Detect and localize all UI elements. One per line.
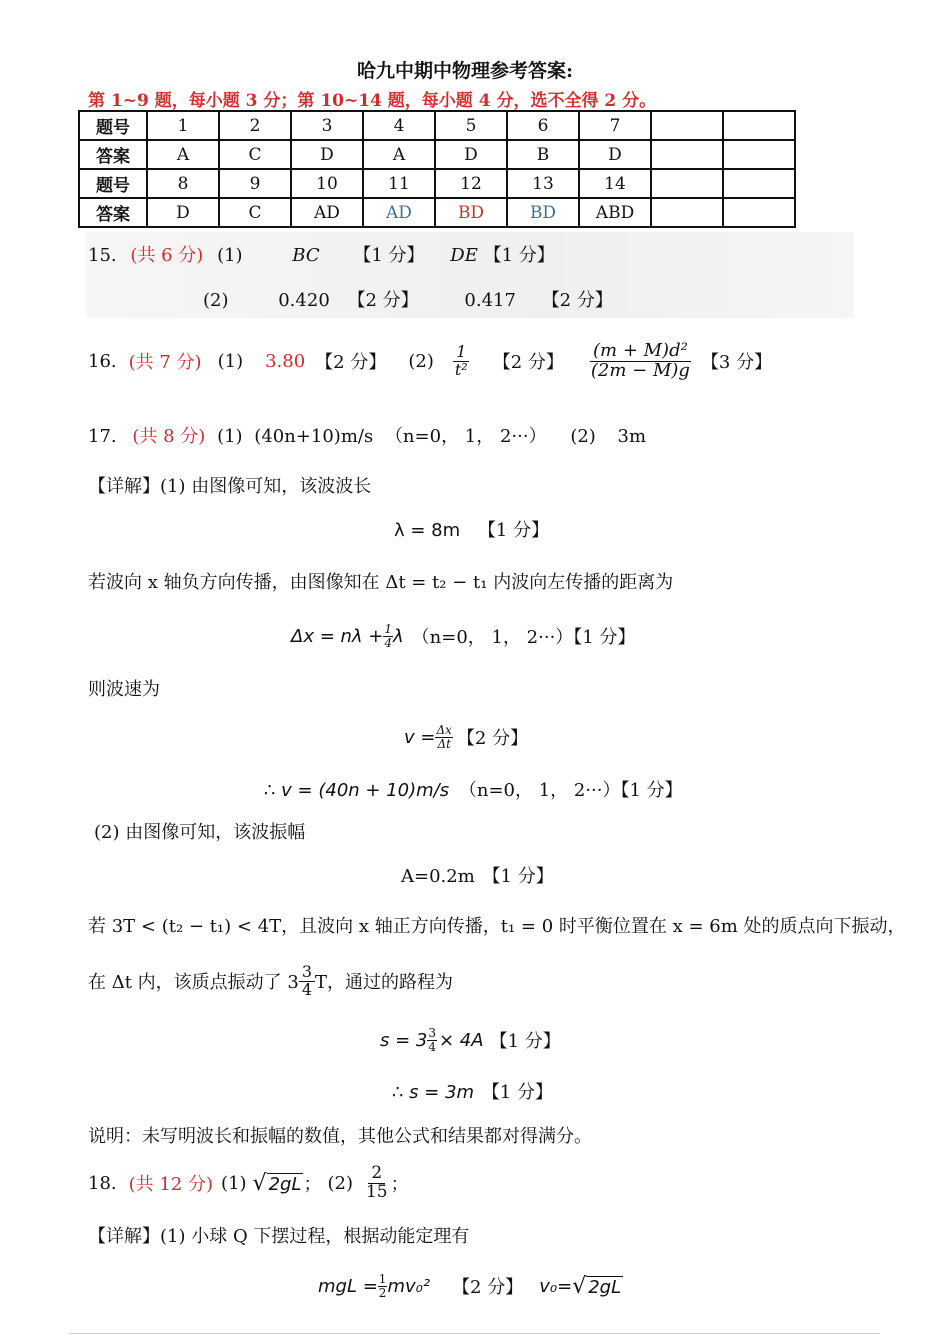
sqrt-icon: √ <box>252 1170 267 1196</box>
table-cell <box>723 140 795 169</box>
q16-part2: (2) <box>408 350 434 372</box>
table-cell: D <box>435 140 507 169</box>
table-cell: ABD <box>579 198 651 227</box>
fraction-denominator: 4 <box>301 979 313 999</box>
equation-score: （n=0， 1， 2···）【1 分】 <box>411 627 636 648</box>
q16-part1: (1) <box>217 350 244 372</box>
q17-detail-intro: 【详解】(1) 由图像可知，该波波长 <box>88 476 372 497</box>
table-cell: BD <box>435 198 507 227</box>
equation-text: s = 3 <box>380 1029 428 1051</box>
page-title: 哈九中期中物理参考答案: <box>357 60 574 82</box>
q16-score2: 【2 分】 <box>492 352 564 373</box>
scoring-rule: 第 1~9 题，每小题 3 分；第 10~14 题，每小题 4 分，选不全得 2 分。 <box>88 91 657 111</box>
equation-score: 【1 分】 <box>481 1082 553 1103</box>
q16-line <box>88 333 772 389</box>
q17-text1: 若波向 x 轴负方向传播，由图像知在 Δt = t₂ − t₁ 内波向左传播的距离为 <box>88 572 674 593</box>
table-cell: D <box>147 198 219 227</box>
q15-answer1: BC <box>292 245 320 266</box>
table-cell: 8 <box>147 169 219 198</box>
equation-score: 【2 分】 <box>452 1277 524 1298</box>
q18-eq1 <box>318 1266 623 1306</box>
table-cell <box>651 169 723 198</box>
table-cell: 7 <box>579 111 651 140</box>
q16-answer1: 3.80 <box>265 350 306 372</box>
q18-label: 18. <box>88 1172 117 1194</box>
table-cell: D <box>579 140 651 169</box>
q17-answer1: (40n+10)m/s <box>254 426 374 447</box>
fraction-numerator: 3 <box>299 964 315 982</box>
table-cell: A <box>363 140 435 169</box>
fraction-numerator: 1 <box>378 1271 387 1286</box>
q16-points: (共 7 分) <box>128 352 202 373</box>
equation-fraction <box>383 623 393 649</box>
q15-answer2: DE <box>450 245 478 266</box>
q15-score3: 【2 分】 <box>347 290 419 311</box>
table-cell: 11 <box>363 169 435 198</box>
q17-eq4 <box>264 776 683 802</box>
q16-score3: 【3 分】 <box>700 352 773 373</box>
q17-condition: （n=0， 1， 2···） <box>384 426 547 447</box>
q18-part2: (2) <box>327 1172 353 1194</box>
fraction-denominator: (2m − M)g <box>590 359 690 381</box>
q17-eq2 <box>291 616 635 656</box>
table-cell: AD <box>291 198 363 227</box>
q15-score4: 【2 分】 <box>541 290 613 311</box>
table-cell: D <box>291 140 363 169</box>
row-header: 题号 <box>79 169 147 198</box>
q16-label: 16. <box>88 350 117 372</box>
q18-detail-intro: 【详解】(1) 小球 Q 下摆过程，根据动能定理有 <box>88 1226 470 1247</box>
equation-text: Δx = nλ + <box>291 625 384 647</box>
table-cell: 14 <box>579 169 651 198</box>
table-cell <box>651 140 723 169</box>
q15-points: (共 6 分) <box>130 245 204 266</box>
fraction-numerator: Δx <box>436 722 452 737</box>
q15-part2: (2) <box>203 290 229 311</box>
equation-text: ∴ s = 3m <box>392 1082 475 1103</box>
table-cell: A <box>147 140 219 169</box>
table-cell <box>723 198 795 227</box>
q17-line <box>88 422 646 448</box>
q17-note: 说明：未写明波长和振幅的数值，其他公式和结果都对得满分。 <box>88 1126 592 1147</box>
equation-fraction <box>378 1273 388 1299</box>
q18-points: (共 12 分) <box>128 1174 214 1195</box>
table-cell: C <box>219 198 291 227</box>
fraction-denominator: 2 <box>378 1285 387 1300</box>
table-cell <box>651 198 723 227</box>
row-header: 题号 <box>79 111 147 140</box>
table-cell: BD <box>507 198 579 227</box>
table-cell: 1 <box>147 111 219 140</box>
q18-separator: ； <box>390 1174 409 1195</box>
text-fragment: T，通过的路程为 <box>315 972 454 993</box>
fraction-numerator: 3 <box>428 1025 436 1040</box>
equation-score: 【1 分】 <box>482 866 554 887</box>
table-cell <box>723 169 795 198</box>
q17-text2: 则波速为 <box>88 679 160 700</box>
q15-label: 15. <box>88 245 117 266</box>
q18-separator: ； <box>303 1174 322 1195</box>
equation-score: 【2 分】 <box>456 728 529 749</box>
equation-text: × 4A <box>439 1029 484 1051</box>
q17-eq3 <box>404 717 528 757</box>
fraction-denominator: 15 <box>365 1181 388 1202</box>
table-row <box>79 169 795 198</box>
q15-score1: 【1 分】 <box>353 245 425 266</box>
equation-text: mgL = <box>318 1275 378 1297</box>
table-cell: B <box>507 140 579 169</box>
q17-part2: (2) <box>570 426 596 447</box>
fraction-numerator: 1 <box>453 344 469 362</box>
table-cell: 2 <box>219 111 291 140</box>
q17-points: (共 8 分) <box>132 426 206 447</box>
fraction-denominator: 4 <box>428 1039 436 1054</box>
q15-answer4: 0.417 <box>464 290 516 311</box>
q18-part1: (1) <box>221 1172 247 1194</box>
q16-score1: 【2 分】 <box>315 352 387 373</box>
q17-text3: (2) 由图像可知，该波振幅 <box>94 822 306 843</box>
equation-score: 【1 分】 <box>489 1031 561 1052</box>
q17-answer2: 3m <box>617 426 647 447</box>
equation-text: v = <box>404 726 436 748</box>
equation-score: （n=0， 1， 2···）【1 分】 <box>458 780 683 801</box>
q16-fraction1 <box>452 341 471 379</box>
q17-eq7 <box>392 1078 553 1104</box>
q15-line1 <box>88 241 555 267</box>
equation-fraction <box>435 724 452 750</box>
q17-eq6 <box>380 1020 561 1060</box>
table-cell: 9 <box>219 169 291 198</box>
table-cell <box>651 111 723 140</box>
q17-part1: (1) <box>217 426 243 447</box>
radicand: 2gL <box>588 1276 622 1298</box>
table-cell: 12 <box>435 169 507 198</box>
table-row <box>79 111 795 140</box>
equation-text: A=0.2m <box>401 866 475 887</box>
equation-sqrt <box>572 1274 623 1299</box>
q17-label: 17. <box>88 426 117 447</box>
bottom-divider <box>68 1333 880 1334</box>
table-cell <box>723 111 795 140</box>
table-cell: 3 <box>291 111 363 140</box>
fraction-numerator: 2 <box>368 1165 385 1184</box>
equation-fraction <box>427 1027 437 1053</box>
radicand: 2gL <box>268 1173 302 1195</box>
q15-part1: (1) <box>217 245 243 266</box>
fraction-denominator: t² <box>454 359 468 379</box>
q15-score2: 【1 分】 <box>483 245 555 266</box>
row-header: 答案 <box>79 198 147 227</box>
inline-fraction <box>299 961 315 999</box>
table-cell: 4 <box>363 111 435 140</box>
q15-answer3: 0.420 <box>278 290 330 311</box>
equation-text: mv₀² <box>387 1275 431 1297</box>
table-cell: 10 <box>291 169 363 198</box>
q18-fraction <box>363 1162 391 1202</box>
equation-text: λ <box>393 625 404 647</box>
q15-line2 <box>203 286 613 312</box>
q18-line <box>88 1160 409 1206</box>
table-cell: 13 <box>507 169 579 198</box>
q16-fraction2 <box>588 339 693 381</box>
q17-text5 <box>88 958 453 1004</box>
q17-eq1 <box>394 516 549 542</box>
answer-table <box>78 110 796 228</box>
table-cell: 5 <box>435 111 507 140</box>
equation-text: ∴ v = (40n + 10)m/s <box>264 780 450 801</box>
fraction-numerator: 1 <box>384 621 392 636</box>
table-row <box>79 198 795 227</box>
equation-score: 【1 分】 <box>477 520 550 541</box>
table-row <box>79 140 795 169</box>
table-cell: AD <box>363 198 435 227</box>
fraction-denominator: Δt <box>437 736 451 751</box>
row-header: 答案 <box>79 140 147 169</box>
equation-text: v₀= <box>539 1275 573 1297</box>
sqrt-icon: √ <box>572 1273 587 1299</box>
equation-text: λ = 8m <box>394 520 461 541</box>
text-fragment: 在 Δt 内，该质点振动了 3 <box>88 972 299 993</box>
q18-answer1 <box>253 1171 304 1196</box>
q17-eq5 <box>401 862 554 888</box>
q17-text4: 若 3T < (t₂ − t₁) < 4T，且波向 x 轴正方向传播，t₁ = 0 时平衡位置在 x = 6m 处的质点向下振动， <box>88 916 906 937</box>
fraction-numerator: (m + M)d² <box>590 342 691 362</box>
fraction-denominator: 4 <box>384 635 392 650</box>
table-cell: 6 <box>507 111 579 140</box>
table-cell: C <box>219 140 291 169</box>
